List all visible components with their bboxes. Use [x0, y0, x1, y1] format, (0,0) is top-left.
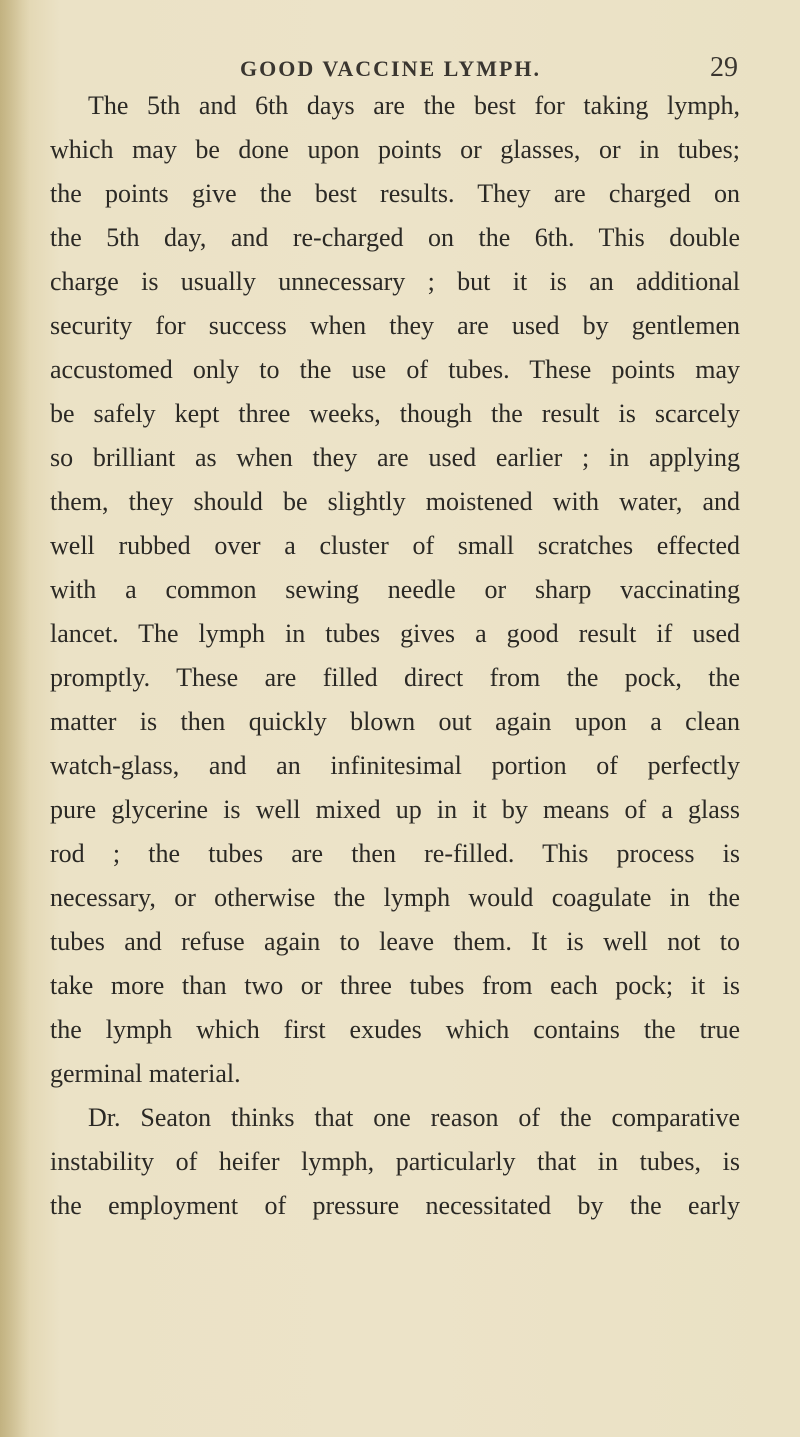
text-line: the lymph which first exudes which contains the true — [50, 1015, 740, 1044]
text-line: the points give the best results. They are charged on — [50, 179, 740, 208]
text-line: be safely kept three weeks, though the result is scarcely — [50, 399, 740, 428]
text-line: the 5th day, and re-charged on the 6th. This double — [50, 223, 740, 252]
text-line: take more than two or three tubes from each pock; it is — [50, 971, 740, 1000]
text-line: The 5th and 6th days are the best for taking lymph, — [88, 91, 740, 120]
page-number: 29 — [710, 52, 738, 83]
text-line: watch-glass, and an infinitesimal portion of perfectly — [50, 751, 740, 780]
text-line: germinal material. — [50, 1059, 241, 1088]
text-line: promptly. These are filled direct from the pock, the — [50, 663, 740, 692]
text-line: so brilliant as when they are used earlier ; in applying — [50, 443, 740, 472]
text-line: rod ; the tubes are then re-filled. This process is — [50, 839, 740, 868]
text-line: necessary, or otherwise the lymph would coagulate in the — [50, 883, 740, 912]
gutter-shadow — [0, 0, 30, 1437]
text-line: them, they should be slightly moistened with water, and — [50, 487, 740, 516]
text-line: Dr. Seaton thinks that one reason of the comparative — [88, 1103, 740, 1132]
text-line: tubes and refuse again to leave them. It is well not to — [50, 927, 740, 956]
text-line: security for success when they are used by gentlemen — [50, 311, 740, 340]
text-line: charge is usually unnecessary ; but it is an additional — [50, 267, 740, 296]
text-line: with a common sewing needle or sharp vaccinating — [50, 575, 740, 604]
page-header — [0, 52, 800, 86]
text-line: well rubbed over a cluster of small scratches effected — [50, 531, 740, 560]
text-line: which may be done upon points or glasses, or in tubes; — [50, 135, 740, 164]
text-line: lancet. The lymph in tubes gives a good result if used — [50, 619, 740, 648]
running-head: GOOD VACCINE LYMPH. — [240, 56, 542, 81]
text-line: the employment of pressure necessitated by the early — [50, 1191, 740, 1220]
text-line: instability of heifer lymph, particularly that in tubes, is — [50, 1147, 740, 1176]
text-line: matter is then quickly blown out again upon a clean — [50, 707, 740, 736]
text-line: pure glycerine is well mixed up in it by means of a glass — [50, 795, 740, 824]
text-line: accustomed only to the use of tubes. These points may — [50, 355, 740, 384]
